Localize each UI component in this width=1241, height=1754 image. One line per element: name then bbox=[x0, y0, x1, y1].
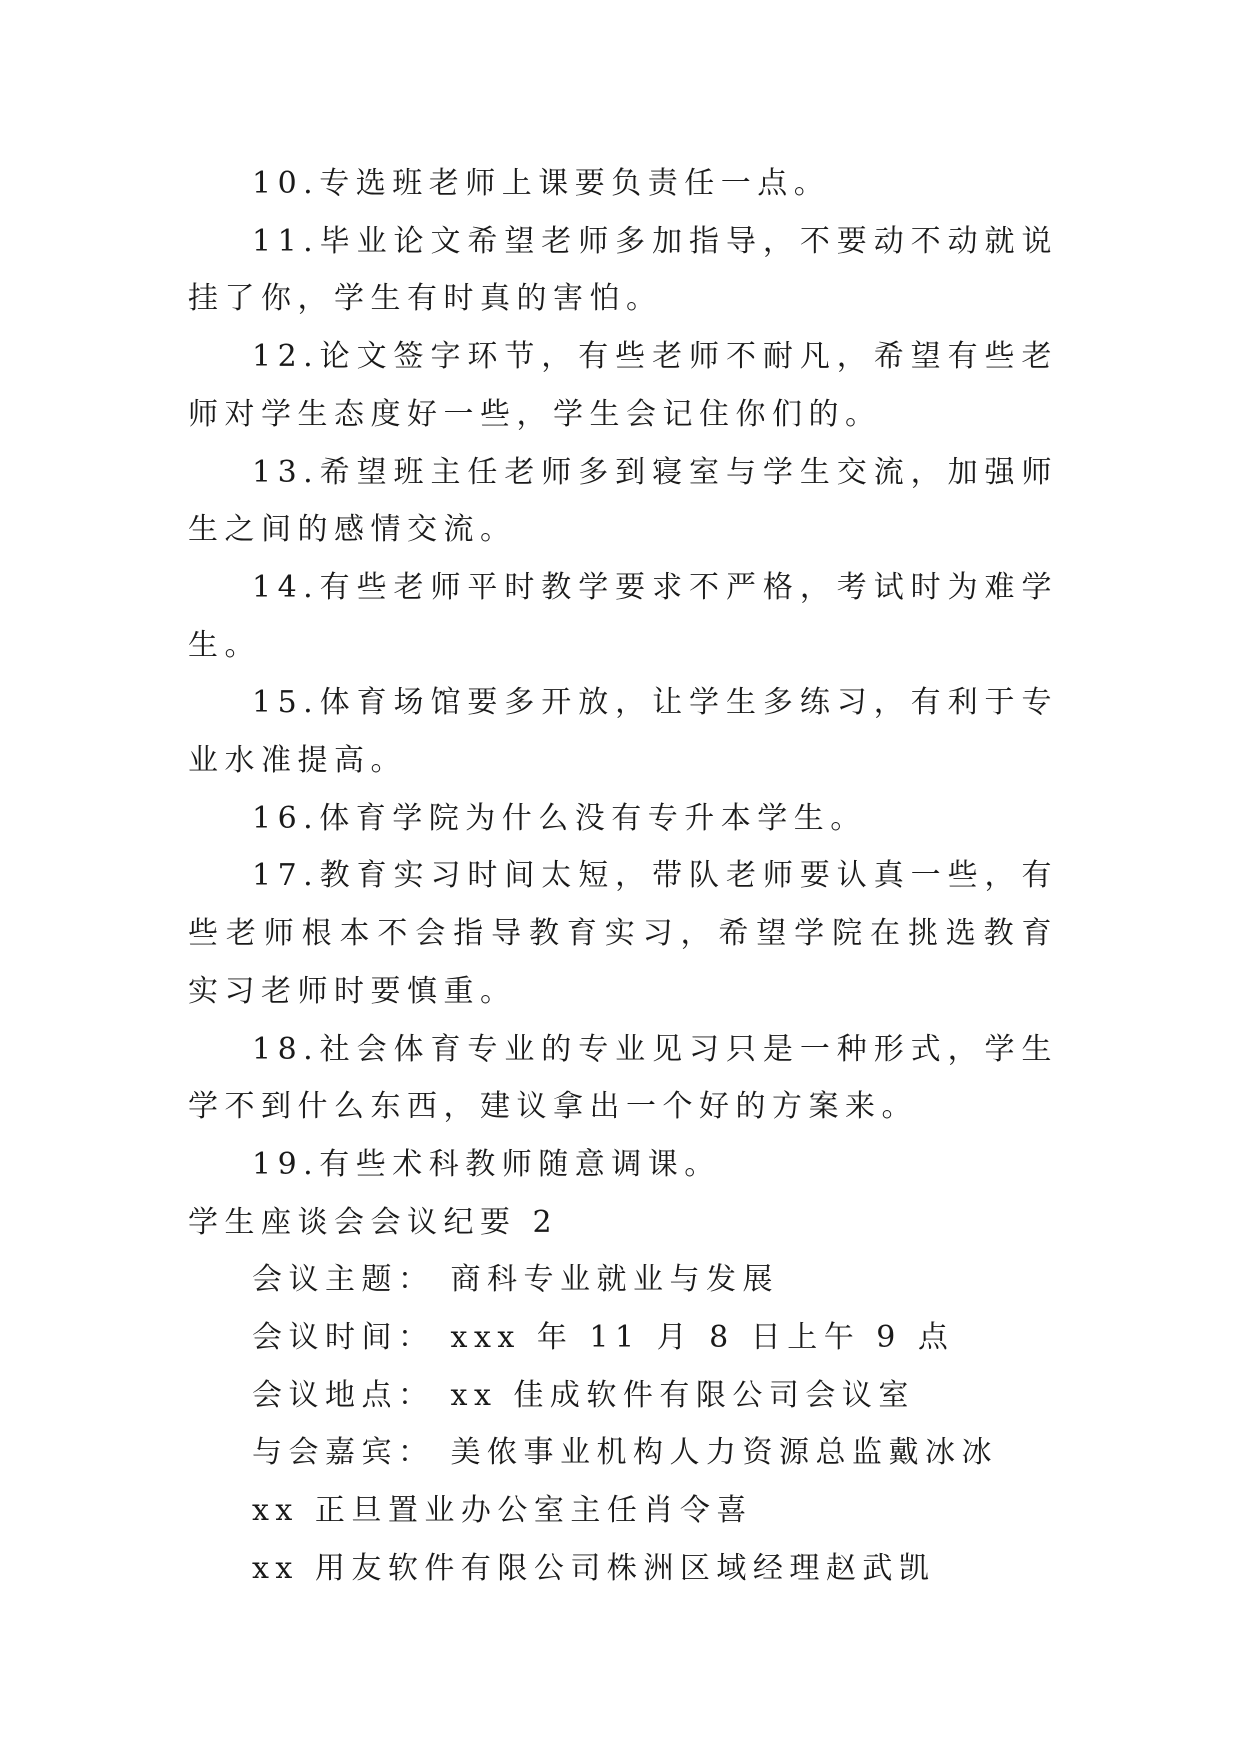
list-item: 17.教育实习时间太短，带队老师要认真一些，有些老师根本不会指导教育实习，希望学院在挑选教育实习老师时要慎重。 bbox=[188, 858, 1058, 1009]
meeting-guests: 与会嘉宾： 美侬事业机构人力资源总监戴冰冰 bbox=[252, 1435, 999, 1471]
list-item: 12.论文签字环节，有些老师不耐凡，希望有些老师对学生态度好一些，学生会记住你们的。 bbox=[188, 339, 1058, 432]
list-item: 18.社会体育专业的专业见习只是一种形式，学生学不到什么东西，建议拿出一个好的方案来。 bbox=[188, 1031, 1058, 1125]
meeting-place: 会议地点： xx 佳成软件有限公司会议室 bbox=[252, 1377, 915, 1413]
list-item: 10.专选班老师上课要负责任一点。 bbox=[252, 166, 831, 201]
meeting-guest-line: xx 用友软件有限公司株洲区域经理赵武凯 bbox=[252, 1550, 936, 1586]
list-item: 16.体育学院为什么没有专升本学生。 bbox=[252, 800, 867, 836]
list-item: 14.有些老师平时教学要求不严格，考试时为难学生。 bbox=[188, 569, 1058, 663]
list-item: 11.毕业论文希望老师多加指导，不要动不动就说挂了你，学生有时真的害怕。 bbox=[188, 223, 1058, 317]
meeting-guest-line: xx 正旦置业办公室主任肖令喜 bbox=[252, 1493, 753, 1529]
list-item: 15.体育场馆要多开放，让学生多练习，有利于专业水准提高。 bbox=[188, 685, 1058, 779]
meeting-topic: 会议主题： 商科专业就业与发展 bbox=[252, 1262, 780, 1298]
document-body bbox=[188, 155, 1058, 1598]
list-item: 13.希望班主任老师多到寝室与学生交流，加强师生之间的感情交流。 bbox=[188, 454, 1058, 548]
meeting-time: 会议时间： xxx 年 11 月 8 日上午 9 点 bbox=[252, 1320, 955, 1356]
list-item: 19.有些术科教师随意调课。 bbox=[252, 1146, 721, 1182]
section-title: 学生座谈会会议纪要 2 bbox=[188, 1204, 559, 1240]
